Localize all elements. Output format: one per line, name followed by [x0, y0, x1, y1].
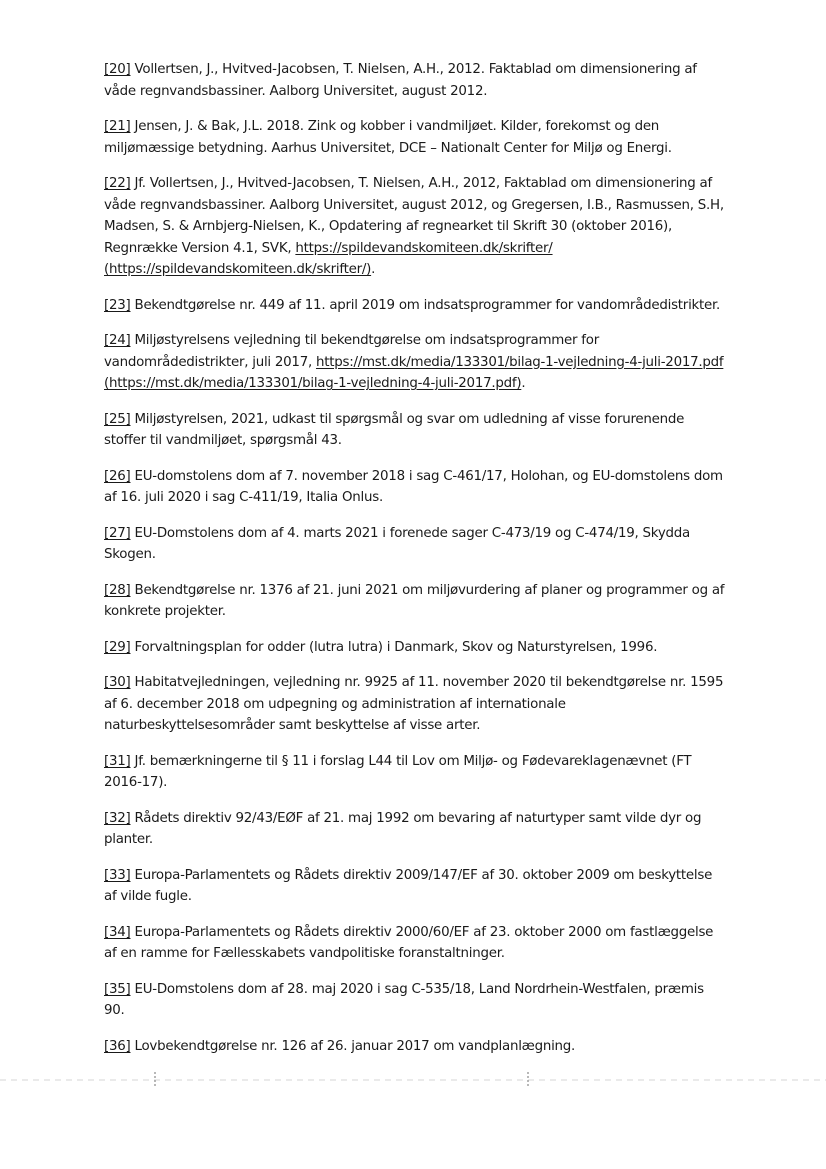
- reference-text: Jensen, J. & Bak, J.L. 2018. Zink og kobber i vandmiljøet. Kilder, forekomst og den miljømæssige betydning. Aarhus Universitet, DCE – Nationalt Center for Miljø og Energi.: [104, 119, 672, 156]
- reference-item: [104, 523, 728, 566]
- reference-item: [104, 1036, 728, 1058]
- reference-item: [104, 330, 728, 395]
- reference-number-link[interactable]: [30]: [104, 675, 131, 690]
- reference-number-link[interactable]: [26]: [104, 468, 131, 484]
- reference-text: Habitatvejledningen, vejledning nr. 9925 af 11. november 2020 til bekendtgørelse nr. 1595 af 6. december 2018 om udpegning og administration af internationale naturbeskyttelsesområder samt beskyttelse af visse arter.: [104, 675, 724, 733]
- reference-text: Europa-Parlamentets og Rådets direktiv 2009/147/EF af 30. oktober 2009 om beskyttelse af vilde fugle.: [104, 867, 713, 904]
- reference-text: EU-Domstolens dom af 28. maj 2020 i sag C-535/18, Land Nordrhein-Westfalen, præmis 90.: [104, 981, 704, 1018]
- scan-artifact-tick: [527, 1072, 529, 1086]
- reference-text: Jf. Vollertsen, J., Hvitved-Jacobsen, T. Nielsen, A.H., 2012, Faktablad om dimensionering af våde regnvandsbassiner. Aalborg Universitet, august 2012, og Gregersen, I.B., Rasmussen, S.H, Madsen, S. & Arnbjerg-Nielsen, K., Opdatering af regnearket til Skrift 30 (oktober 2016), Regnrække Version 4.1, SVK,: [104, 176, 724, 256]
- reference-number-link[interactable]: [29]: [104, 639, 131, 655]
- reference-item: [104, 751, 728, 794]
- reference-text: Lovbekendtgørelse nr. 126 af 26. januar 2017 om vandplanlægning.: [130, 1038, 576, 1054]
- reference-text: Forvaltningsplan for odder (lutra lutra) i Danmark, Skov og Naturstyrelsen, 1996.: [130, 639, 658, 655]
- reference-item: [104, 466, 728, 509]
- reference-list: [104, 59, 728, 1071]
- reference-number-link[interactable]: [33]: [104, 867, 131, 883]
- reference-text: Bekendtgørelse nr. 449 af 11. april 2019 om indsatsprogrammer for vandområdedistrikter.: [130, 297, 721, 313]
- reference-number-link[interactable]: [34]: [104, 924, 131, 940]
- reference-text: Miljøstyrelsens vejledning til bekendtgørelse om indsatsprogrammer for vandområdedistrikter, juli 2017,: [104, 333, 599, 370]
- reference-item: [104, 580, 728, 623]
- reference-text: EU-domstolens dom af 7. november 2018 i sag C-461/17, Holohan, og EU-domstolens dom af 16. juli 2020 i sag C-411/19, Italia Onlus.: [104, 468, 723, 505]
- reference-number-link[interactable]: [23]: [104, 297, 131, 313]
- reference-item: [104, 59, 728, 102]
- reference-item: [104, 672, 728, 737]
- reference-item: [104, 979, 728, 1022]
- reference-text: Jf. bemærkningerne til § 11 i forslag L44 til Lov om Miljø- og Fødevareklagenævnet (FT 2016-17).: [104, 753, 692, 790]
- reference-item: [104, 116, 728, 159]
- reference-text: .: [521, 376, 526, 391]
- reference-number-link[interactable]: [31]: [104, 753, 131, 769]
- reference-item: [104, 295, 728, 317]
- reference-item: [104, 865, 728, 908]
- reference-url-link[interactable]: https://mst.dk/media/133301/bilag-1-vejledning-4-juli-2017.pdf (https://mst.dk/media/133301/bilag-1-vejledning-4-juli-2017.pdf): [104, 354, 724, 391]
- reference-number-link[interactable]: [25]: [104, 411, 131, 427]
- reference-text: .: [371, 262, 376, 277]
- reference-number-link[interactable]: [36]: [104, 1038, 131, 1054]
- reference-item: [104, 808, 728, 851]
- reference-number-link[interactable]: [35]: [104, 981, 131, 997]
- reference-number-link[interactable]: [27]: [104, 525, 131, 541]
- reference-item: [104, 637, 728, 659]
- reference-item: [104, 409, 728, 452]
- scan-artifact-line: [0, 1079, 826, 1081]
- reference-text: Rådets direktiv 92/43/EØF af 21. maj 1992 om bevaring af naturtyper samt vilde dyr og planter.: [104, 810, 702, 847]
- reference-text: Bekendtgørelse nr. 1376 af 21. juni 2021 om miljøvurdering af planer og programmer og af konkrete projekter.: [104, 582, 725, 619]
- reference-number-link[interactable]: [22]: [104, 176, 131, 191]
- reference-number-link[interactable]: [21]: [104, 119, 131, 134]
- reference-text: Europa-Parlamentets og Rådets direktiv 2000/60/EF af 23. oktober 2000 om fastlæggelse af en ramme for Fællesskabets vandpolitiske foranstaltninger.: [104, 924, 714, 961]
- reference-number-link[interactable]: [24]: [104, 333, 131, 348]
- reference-number-link[interactable]: [32]: [104, 810, 131, 826]
- scan-artifact-tick: [154, 1072, 156, 1086]
- reference-item: [104, 922, 728, 965]
- reference-text: Miljøstyrelsen, 2021, udkast til spørgsmål og svar om udledning af visse forurenende stoffer til vandmiljøet, spørgsmål 43.: [104, 411, 685, 448]
- reference-item: [104, 173, 728, 281]
- reference-url-link[interactable]: https://spildevandskomiteen.dk/skrifter/ (https://spildevandskomiteen.dk/skrifter/): [104, 240, 553, 277]
- reference-number-link[interactable]: [28]: [104, 582, 131, 598]
- reference-text: Vollertsen, J., Hvitved-Jacobsen, T. Nielsen, A.H., 2012. Faktablad om dimensionering af våde regnvandsbassiner. Aalborg Universitet, august 2012.: [104, 62, 697, 99]
- reference-number-link[interactable]: [20]: [104, 62, 131, 77]
- reference-text: EU-Domstolens dom af 4. marts 2021 i forenede sager C-473/19 og C-474/19, Skydda Skogen.: [104, 525, 690, 562]
